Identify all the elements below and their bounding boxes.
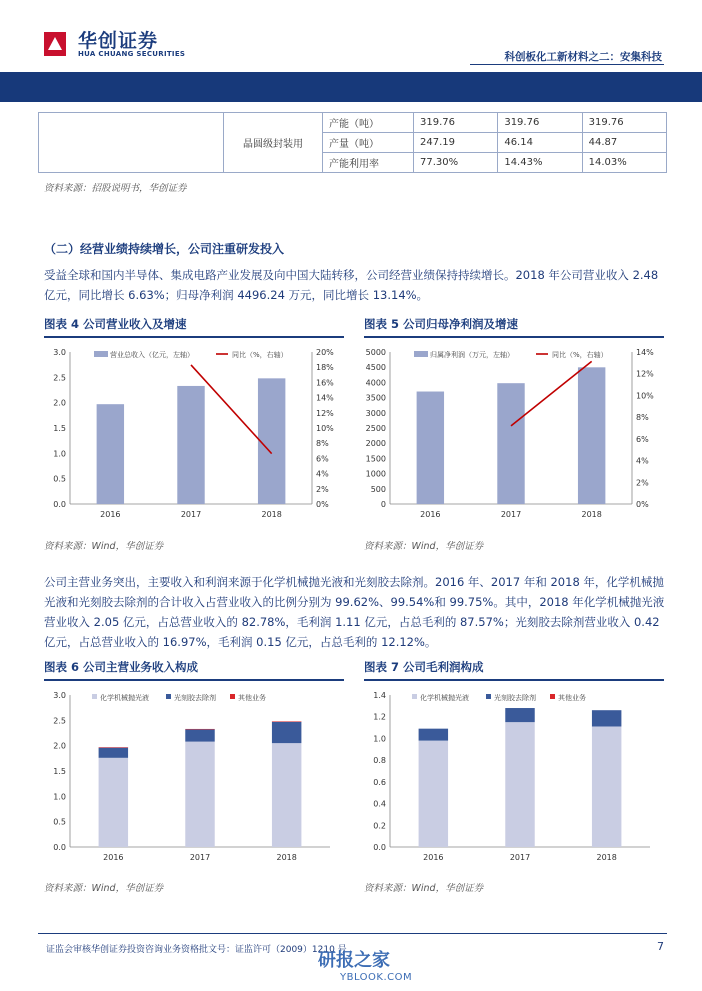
y-tick-label: 0.5	[53, 474, 66, 484]
table-cell: 319.76	[582, 113, 666, 133]
bar	[505, 722, 534, 847]
table-cell: 319.76	[414, 113, 498, 133]
y2-tick-label: 18%	[316, 363, 334, 373]
legend-label: 其他业务	[238, 694, 266, 702]
x-tick-label: 2016	[100, 510, 121, 519]
legend-swatch	[414, 351, 428, 357]
x-tick-label: 2018	[276, 853, 297, 862]
y2-tick-label: 4%	[316, 469, 329, 479]
y-tick-label: 3000	[365, 408, 386, 418]
report-title: 科创板化工新材料之二：安集科技	[504, 51, 662, 63]
table-row	[39, 133, 667, 153]
legend-label: 化学机械抛光液	[100, 694, 149, 702]
legend-label: 光刻胶去除剂	[494, 694, 536, 702]
fig4-title: 图表 4 公司营业收入及增速	[44, 317, 187, 331]
fig6-title: 图表 6 公司主营业务收入构成	[44, 660, 199, 674]
y-tick-label: 0.0	[53, 843, 66, 852]
bar	[185, 729, 214, 741]
legend-swatch	[550, 694, 555, 699]
table-row-label: 产能利用率	[323, 153, 414, 173]
y2-tick-label: 14%	[636, 348, 654, 357]
x-tick-label: 2016	[420, 510, 441, 519]
bar	[417, 392, 444, 504]
bar	[185, 742, 214, 847]
fig5-title: 图表 5 公司归母净利润及增速	[364, 317, 519, 331]
x-tick-label: 2017	[180, 510, 202, 519]
bar	[99, 748, 128, 758]
y2-tick-label: 0%	[316, 500, 329, 509]
table-cell	[39, 133, 224, 153]
y-tick-label: 4000	[365, 378, 386, 388]
legend-label: 化学机械抛光液	[420, 694, 469, 702]
chart-fig6	[40, 683, 350, 873]
bar	[497, 383, 524, 504]
y-tick-label: 2.0	[53, 398, 66, 408]
table-cell: 77.30%	[414, 153, 498, 173]
y-tick-label: 0	[380, 500, 386, 509]
legend-swatch	[166, 694, 171, 699]
y-tick-label: 1.0	[53, 792, 66, 802]
y2-tick-label: 6%	[636, 434, 649, 444]
y2-tick-label: 10%	[636, 391, 654, 401]
bar	[592, 710, 621, 726]
y-tick-label: 1500	[365, 454, 386, 464]
y-tick-label: 0.0	[53, 500, 66, 509]
table-cell	[39, 113, 224, 133]
table-cell: 46.14	[498, 133, 582, 153]
watermark-text: 研报之家	[318, 950, 390, 971]
chart-fig7	[360, 683, 670, 873]
logo-text-cn: 华创证券	[78, 30, 159, 52]
x-tick-label: 2017	[500, 510, 522, 519]
table-cell: 44.87	[582, 133, 666, 153]
legend-label: 同比（%，右轴）	[552, 351, 608, 359]
legend-swatch	[486, 694, 491, 699]
header-rule	[470, 64, 664, 65]
y2-tick-label: 0%	[636, 500, 649, 509]
fig7-rule	[364, 679, 664, 681]
bar	[505, 708, 534, 722]
y2-tick-label: 10%	[316, 424, 334, 433]
table-row-label: 产能（吨）	[323, 113, 414, 133]
chart-fig4	[40, 340, 350, 530]
y-tick-label: 0.6	[373, 777, 386, 787]
y-tick-label: 2000	[365, 439, 386, 449]
y-tick-label: 1.5	[53, 767, 66, 776]
x-tick-label: 2017	[509, 853, 531, 862]
table-row-label: 产量（吨）	[323, 133, 414, 153]
y-tick-label: 3500	[365, 393, 386, 403]
x-tick-label: 2017	[189, 853, 211, 862]
legend-swatch	[94, 351, 108, 357]
logo-icon	[44, 32, 66, 56]
legend-label: 同比（%，右轴）	[232, 351, 288, 359]
section-title: （二）经营业绩持续增长，公司注重研发投入	[44, 242, 285, 256]
bar	[272, 743, 301, 847]
table-cell: 14.43%	[498, 153, 582, 173]
y-tick-label: 500	[370, 484, 386, 494]
y-tick-label: 2.5	[53, 716, 66, 726]
bar	[177, 386, 204, 504]
y2-tick-label: 20%	[316, 348, 334, 357]
footer-rule	[38, 933, 667, 934]
logo-text-en: HUA CHUANG SECURITIES	[78, 50, 186, 58]
paragraph-2: 公司主营业务突出，主要收入和利润来源于化学机械抛光液和光刻胶去除剂。2016 年、2017 年和 2018 年，化学机械抛光液和光刻胶去除剂的合计收入占营业收入的比例分别为 99.62%、99.54%和 99.75%。其中，2018 年化学机械抛光液营业收入 2.05 亿元，占总营业收入的 82.78%，毛利润 1.11 亿元，占总毛利的 87.57%；光刻胶去除剂营业收入 0.42 亿元，占总营业收入的 16.97%，毛利润 0.15 亿元，占总毛利的 12.12%。	[44, 575, 665, 649]
bar	[419, 729, 448, 741]
y-tick-label: 4500	[365, 363, 386, 373]
table-row	[39, 153, 667, 173]
y-tick-label: 1.5	[53, 424, 66, 433]
fig7-title: 图表 7 公司毛利润构成	[364, 660, 484, 674]
y2-tick-label: 8%	[316, 439, 329, 449]
x-tick-label: 2018	[261, 510, 282, 519]
y-tick-label: 1.4	[373, 691, 386, 700]
y2-tick-label: 4%	[636, 456, 649, 466]
bar	[185, 729, 214, 730]
bar	[258, 378, 285, 504]
y2-tick-label: 8%	[636, 413, 649, 423]
fig6-source: 资料来源：Wind，华创证券	[44, 883, 164, 894]
x-tick-label: 2018	[581, 510, 602, 519]
y-tick-label: 0.0	[373, 843, 386, 852]
bar	[97, 404, 124, 504]
y-tick-label: 0.8	[373, 756, 386, 766]
legend-label: 归属净利润（万元，左轴）	[430, 351, 514, 359]
bar	[419, 741, 448, 847]
y-tick-label: 3.0	[53, 691, 66, 700]
bar	[99, 758, 128, 847]
legend-label: 营业总收入（亿元，左轴）	[110, 351, 194, 359]
fig4-source: 资料来源：Wind，华创证券	[44, 541, 164, 552]
y-tick-label: 0.5	[53, 817, 66, 827]
bar	[272, 722, 301, 743]
legend-label: 其他业务	[558, 694, 586, 702]
table-cell: 247.19	[414, 133, 498, 153]
y-tick-label: 1000	[365, 469, 386, 479]
y-tick-label: 5000	[365, 348, 386, 357]
chart-fig5	[360, 340, 670, 530]
y-tick-label: 0.4	[373, 799, 386, 809]
fig5-rule	[364, 336, 664, 338]
y2-tick-label: 12%	[636, 369, 654, 379]
y-tick-label: 1.2	[373, 712, 386, 722]
table-cell: 14.03%	[582, 153, 666, 173]
table-cell	[39, 153, 224, 173]
legend-swatch	[230, 694, 235, 699]
y-tick-label: 0.2	[373, 821, 386, 831]
bar	[578, 367, 605, 504]
fig4-rule	[44, 336, 344, 338]
table-row	[39, 113, 667, 133]
y2-tick-label: 6%	[316, 454, 329, 464]
header-band	[0, 72, 702, 102]
y-tick-label: 1.0	[53, 449, 66, 459]
fig6-rule	[44, 679, 344, 681]
footer-text: 证监会审核华创证券投资咨询业务资格批文号：证监许可（2009）1210 号	[46, 945, 347, 955]
capacity-table	[38, 112, 667, 173]
y2-tick-label: 16%	[316, 378, 334, 388]
table-source: 资料来源：招股说明书，华创证券	[44, 183, 187, 194]
fig5-source: 资料来源：Wind，华创证券	[364, 541, 484, 552]
x-tick-label: 2016	[103, 853, 124, 862]
y2-tick-label: 14%	[316, 393, 334, 403]
y2-tick-label: 2%	[636, 478, 649, 488]
table-group-label: 晶圆级封装用	[224, 113, 323, 173]
paragraph-1: 受益全球和国内半导体、集成电路产业发展及向中国大陆转移，公司经营业绩保持持续增长。2018 年公司营业收入 2.48 亿元，同比增长 6.63%；归母净利润 4496.24 万元，同比增长 13.14%。	[44, 268, 659, 302]
y-tick-label: 2.0	[53, 741, 66, 751]
legend-swatch	[92, 694, 97, 699]
fig7-source: 资料来源：Wind，华创证券	[364, 883, 484, 894]
legend-label: 光刻胶去除剂	[174, 694, 216, 702]
y2-tick-label: 2%	[316, 484, 329, 494]
page-number: 7	[657, 940, 664, 953]
watermark-url: YBLOOK.COM	[340, 972, 413, 983]
x-tick-label: 2018	[596, 853, 617, 862]
legend-swatch	[412, 694, 417, 699]
bar	[592, 726, 621, 847]
table-cell: 319.76	[498, 113, 582, 133]
y-tick-label: 1.0	[373, 734, 386, 744]
y-tick-label: 2.5	[53, 373, 66, 383]
y-tick-label: 3.0	[53, 348, 66, 357]
y2-tick-label: 12%	[316, 408, 334, 418]
bar	[99, 747, 128, 748]
bar	[272, 721, 301, 722]
y-tick-label: 2500	[365, 424, 386, 433]
x-tick-label: 2016	[423, 853, 444, 862]
